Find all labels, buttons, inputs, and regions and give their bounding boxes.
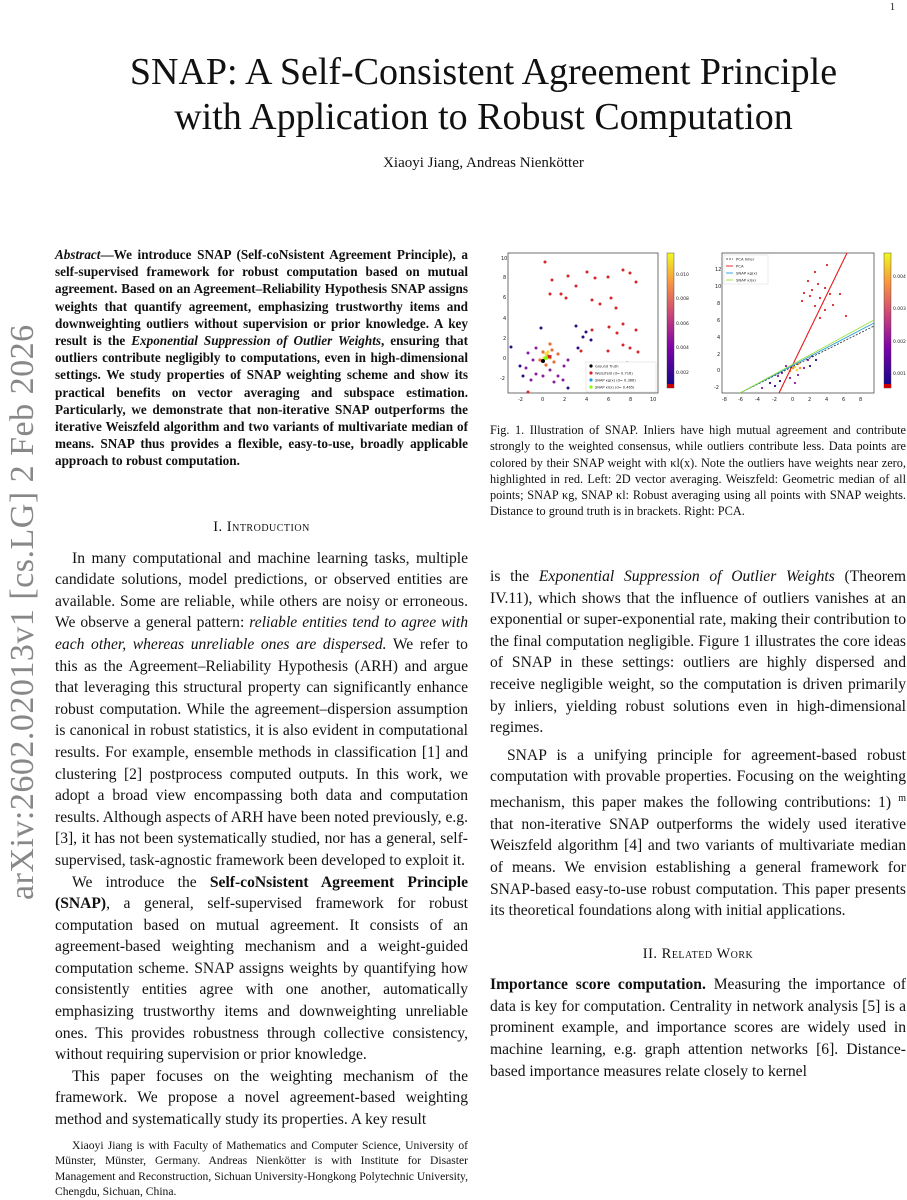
figure-1 [488,248,907,408]
arxiv-stamp: arXiv:2602.02013v1 [cs.LG] 2 Feb 2026 [4,324,41,900]
svg-text:2: 2 [563,397,567,403]
svg-text:-2: -2 [500,376,505,382]
svg-text:2: 2 [717,352,721,358]
paragraph: We introduce the Self-coNsistent Agreement Principle (SNAP), a general, self-supervised framework for robust computation based on mutual agreement. It consists of an agreement-based weighting mechanism and a weight-guided computation scheme. SNAP assigns weights by quantifying how consistently entities agree with one another, automatically emphasizing trustworthy items and downweighting unreliable ones. This provides robustness through collective consistency, without requiring supervision or prior knowledge. [55,873,469,1064]
right-pca-plot [714,253,906,403]
svg-text:Ground Truth: Ground Truth [595,364,619,369]
svg-text:4: 4 [503,316,507,322]
svg-text:SNAP κg(x) (d= 0.366): SNAP κg(x) (d= 0.366) [595,378,636,383]
paragraph: SNAP is a unifying principle for agreement-based robust computation with provable properties. Focusing on the weighting mechanism, this paper makes the following contributions: 1) $^m$ that non-iterative SNAP outperforms the widely used iterative Weiszfeld algorithm [4] and two variants of multivariate median of means. We envision establishing a general framework for SNAP-based easy-to-use robust computation. This paper presents its theoretical foundations along with initial applications. [490,746,906,920]
svg-text:2: 2 [808,397,812,403]
svg-text:10: 10 [501,256,508,262]
paragraph: In many computational and machine learning tasks, multiple candidate solutions, model predictions, or observed entities are available. Some are reliable, while others are noisy or erroneous. We observe a general pattern: reliable entities tend to agree with each other, whereas unreliable ones are dispersed. We refer to this as the Agreement–Reliability Hypothesis (ARH) and argue that leveraging this structural property can significantly enhance robust computation. While the agreement–dispersion assumption is canonical in robust statistics, it is also evident in computational results. For example, ensemble methods in classification [1] and clustering [2] postprocess computed outputs. In this work, we adopt a broad view encompassing both data and computation results. Although aspects of ARH have been noted previously, e.g. [3], it has not been systematically studied, nor has a general, self-supervised, task-agnostic framework been developed to exploit it. [55,549,468,869]
svg-text:-2: -2 [772,397,777,403]
svg-text:2: 2 [503,336,507,342]
page-number: 1 [890,2,895,13]
svg-text:0.003: 0.003 [893,307,906,312]
section-heading: II. Related Work [642,945,754,962]
section-introduction [55,517,468,1131]
paragraph: Importance score computation. Measuring the importance of data is key for computation. Centrality in network analysis [5] is a prominent example, and importance scores are widely used in machine learning, e.g. graph attention networks [6]. Distance-based importance measures relate closely to kernel [490,976,906,1080]
abstract-label: Abstract [55,247,101,262]
svg-text:-4: -4 [755,397,760,403]
abstract-text-2: , ensuring that outliers contribute negligibly to computations, even in high-dimensional settings. We study properties of SNAP weighting scheme and show its practical benefits on vector averaging and subspace estimation. Particularly, we demonstrate that non-iterative SNAP outperforms the iterative Weiszfeld algorithm and two variants of multivariate median of means. SNAP thus provides a flexible, easy-to-use, broadly applicable approach to robust computation. [55,333,469,469]
paragraph: is the Exponential Suppression of Outlier Weights (Theorem IV.11), which shows that the influence of outliers vanishes at an exponential or super-exponential rate, making their contribution to the final computation negligible. Figure 1 illustrates the core ideas of SNAP in these settings: outliers are highly dispersed and receive negligible weight, so the computation is driven primarily by inliers, yielding robust solutions even in high-dimensional regimes. [490,568,906,737]
svg-text:SNAP κl(x) (d= 0.465): SNAP κl(x) (d= 0.465) [595,385,635,390]
paper-title [60,50,907,140]
svg-text:6: 6 [607,397,611,403]
title-line-2: with Application to Robust Computation [174,96,793,138]
svg-text:6: 6 [842,397,846,403]
section-heading: I. Introduction [213,519,310,535]
authors: Xiaoyi Jiang, Andreas Nienkötter [383,155,584,171]
svg-text:SNAP κg(x): SNAP κg(x) [736,270,758,276]
right-legend [724,255,768,284]
svg-text:0: 0 [503,356,507,362]
svg-text:0: 0 [717,368,721,374]
svg-text:4: 4 [825,397,829,403]
svg-text:8: 8 [503,275,507,281]
svg-text:12: 12 [715,267,722,273]
abstract-emphasis: Exponential Suppression of Outlier Weights [131,333,381,349]
svg-text:-2: -2 [714,385,719,391]
svg-text:4: 4 [717,335,721,341]
svg-text:8: 8 [859,397,863,403]
svg-text:6: 6 [503,295,507,301]
introduction-continued [490,566,906,1082]
svg-text:4: 4 [585,397,589,403]
svg-text:0.002: 0.002 [676,371,689,376]
svg-text:-6: -6 [738,397,743,403]
svg-text:6: 6 [717,318,721,324]
svg-text:10: 10 [650,397,657,403]
figure-plots [488,248,907,408]
svg-text:Weiszfeld (d= 0.716): Weiszfeld (d= 0.716) [595,371,633,376]
svg-text:SNAP κl(x): SNAP κl(x) [736,277,756,283]
svg-text:0.004: 0.004 [676,346,689,351]
svg-text:0.010: 0.010 [676,273,689,278]
svg-text:0: 0 [791,397,795,403]
figure-caption: Fig. 1. Illustration of SNAP. Inliers have high mutual agreement and contribute strongly to the weighted consensus, while outliers contribute less. Data points are colored by their SNAP weight with κl(x). Note the outliers have weights near zero, highlighted in red. Left: 2D vector averaging. Weiszfeld: Geometric median of all points; SNAP κg, SNAP κl: Robust averaging using all points with SNAP weights. Distance to ground truth is in brackets. Right: PCA. [490,423,906,519]
svg-text:0: 0 [541,397,545,403]
svg-text:10: 10 [715,284,722,290]
svg-text:PCA Inlier: PCA Inlier [736,256,755,262]
svg-text:0.004: 0.004 [893,275,906,280]
title-line-1: SNAP: A Self-Consistent Agreement Principle [129,51,838,93]
svg-text:-2: -2 [518,397,523,403]
svg-text:0.008: 0.008 [676,297,689,302]
footnote: Xiaoyi Jiang is with Faculty of Mathematics and Computer Science, University of Münster, Münster, Germany. Andreas Nienkötter is with Institute for Disaster Management and Reconstruction, Sichuan University-Hongkong Polytechnic University, Chengdu, Sichuan, China. [55,1139,468,1199]
left-scatter-plot [500,253,689,403]
svg-text:0.001: 0.001 [893,372,906,377]
svg-text:0.006: 0.006 [676,322,689,327]
paragraph: This paper focuses on the weighting mechanism of the framework. We propose a novel agreement-based weighting method and systematically study its properties. A key result [55,1067,468,1129]
svg-text:0.002: 0.002 [893,340,906,345]
left-legend [586,362,656,392]
svg-text:8: 8 [717,301,721,307]
svg-text:PCA: PCA [736,263,744,269]
svg-text:-8: -8 [722,397,727,403]
abstract [55,246,468,470]
svg-text:8: 8 [629,397,633,403]
abstract-text: —We introduce SNAP (Self-coNsistent Agreement Principle), a self-supervised framework for robust computation based on mutual agreement. Based on an Agreement–Reliability Hypothesis SNAP assigns weights that quantify agreement, emphasizing trustworthy items and downweighting outliers without supervision or prior knowledge. A key result is the [55,247,468,349]
